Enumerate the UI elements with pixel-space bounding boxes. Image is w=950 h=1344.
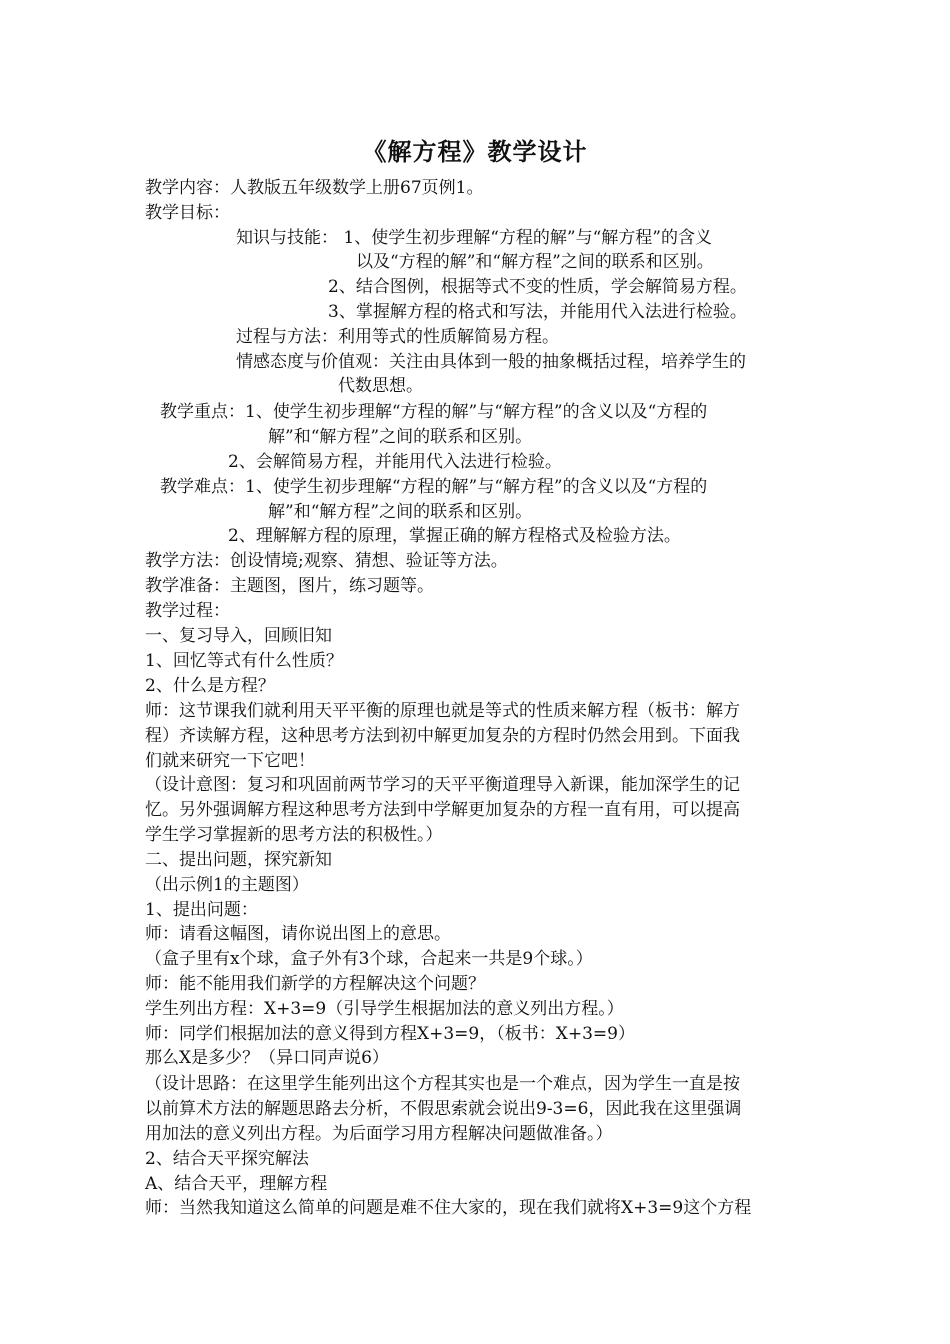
text-line: 以前算术方法的解题思路去分析，不假思索就会说出9-3=6，因此我在这里强调 xyxy=(145,1099,742,1119)
text-line: 教学重点：1、使学生初步理解“方程的解”与“解方程”的含义以及“方程的 xyxy=(160,402,708,422)
text-line: 教学难点：1、使学生初步理解“方程的解”与“解方程”的含义以及“方程的 xyxy=(160,477,708,497)
text-line: 师：同学们根据加法的意义得到方程X+3=9，（板书：X+3=9） xyxy=(145,1024,635,1044)
text-line: （设计思路：在这里学生能列出这个方程其实也是一个难点，因为学生一直是按 xyxy=(145,1074,740,1094)
text-line: 解”和“解方程”之间的联系和区别。 xyxy=(268,502,533,522)
text-line: 过程与方法：利用等式的性质解简易方程。 xyxy=(236,327,559,347)
text-line: 教学过程： xyxy=(145,601,230,621)
text-line: A、结合天平，理解方程 xyxy=(145,1174,328,1194)
text-line: 们就来研究一下它吧！ xyxy=(145,751,315,771)
text-line: 教学内容：人教版五年级数学上册67页例1。 xyxy=(145,178,484,198)
text-line: 知识与技能： 1、使学生初步理解“方程的解”与“解方程”的含义 xyxy=(236,228,712,248)
text-line: 情感态度与价值观：关注由具体到一般的抽象概括过程，培养学生的 xyxy=(236,352,746,372)
text-line: 学生学习掌握新的思考方法的积极性。） xyxy=(145,825,443,845)
text-line: 忆。另外强调解方程这种思考方法到中学解更加复杂的方程一直有用，可以提高 xyxy=(145,800,740,820)
text-line: 教学方法：创设情境;观察、猜想、验证等方法。 xyxy=(145,551,508,571)
text-line: 教学目标： xyxy=(145,203,230,223)
text-line: 2、理解解方程的原理，掌握正确的解方程格式及检验方法。 xyxy=(228,526,681,546)
text-line: （出示例1的主题图） xyxy=(145,875,309,895)
text-line: 解”和“解方程”之间的联系和区别。 xyxy=(268,427,533,447)
text-line: 1、回忆等式有什么性质？ xyxy=(145,651,343,671)
text-line: 一、复习导入，回顾旧知 xyxy=(145,626,332,646)
text-line: 2、什么是方程？ xyxy=(145,676,275,696)
text-line: 2、结合天平探究解法 xyxy=(145,1149,309,1169)
text-line: 程）齐读解方程，这种思考方法到初中解更加复杂的方程时仍然会用到。下面我 xyxy=(145,726,740,746)
text-line: 以及“方程的解”和“解方程”之间的联系和区别。 xyxy=(356,252,714,272)
text-line: （盒子里有x个球，盒子外有3个球，合起来一共是9个球。） xyxy=(145,949,593,969)
text-line: 用加法的意义列出方程。为后面学习用方程解决问题做准备。） xyxy=(145,1124,613,1144)
text-line: 师：当然我知道这么简单的问题是难不住大家的，现在我们就将X+3=9这个方程 xyxy=(145,1198,752,1218)
text-line: （设计意图：复习和巩固前两节学习的天平平衡道理导入新课，能加深学生的记 xyxy=(145,775,740,795)
text-line: 那么X是多少？（异口同声说6） xyxy=(145,1048,389,1068)
text-line: 2、结合图例，根据等式不变的性质，学会解简易方程。 xyxy=(328,277,747,297)
document-title: 《解方程》教学设计 xyxy=(362,138,588,166)
text-line: 教学准备：主题图，图片，练习题等。 xyxy=(145,576,434,596)
text-line: 学生列出方程：X+3=9（引导学生根据加法的意义列出方程。） xyxy=(145,999,624,1019)
text-line: 代数思想。 xyxy=(338,376,423,396)
text-line: 1、提出问题： xyxy=(145,900,258,920)
text-line: 二、提出问题，探究新知 xyxy=(145,850,332,870)
text-line: 师：请看这幅图，请你说出图上的意思。 xyxy=(145,924,451,944)
text-line: 师：能不能用我们新学的方程解决这个问题？ xyxy=(145,974,485,994)
text-line: 2、会解简易方程，并能用代入法进行检验。 xyxy=(228,452,562,472)
text-line: 师：这节课我们就利用天平平衡的原理也就是等式的性质来解方程（板书：解方 xyxy=(145,701,740,721)
text-line: 3、掌握解方程的格式和写法，并能用代入法进行检验。 xyxy=(328,302,747,322)
